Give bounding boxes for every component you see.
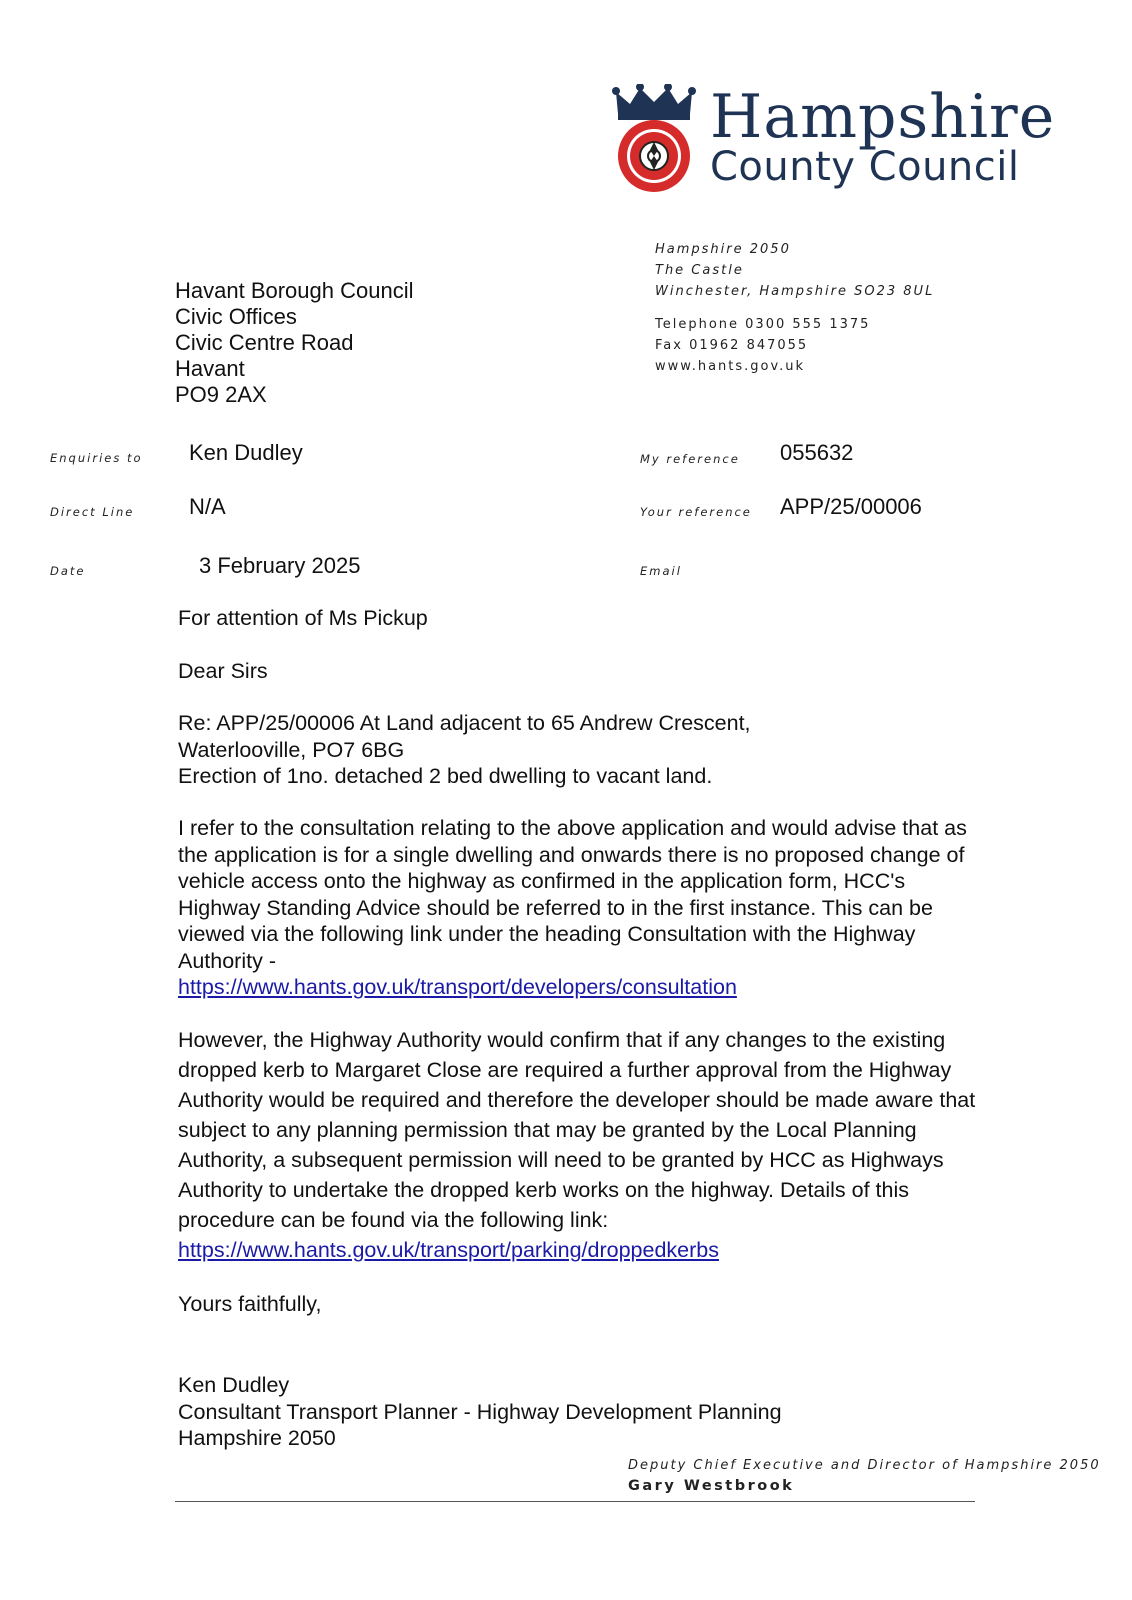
my-reference-value: 055632: [780, 440, 854, 465]
date-value: 3 February 2025: [199, 553, 361, 578]
email-label: Email: [640, 564, 682, 578]
recipient-address: [175, 278, 413, 408]
recipient-line1: Havant Borough Council: [175, 278, 414, 303]
my-reference-label: My reference: [640, 452, 740, 466]
logo-title: Hampshire: [710, 82, 1056, 152]
enquiries-label: Enquiries to: [50, 451, 143, 465]
recipient-line3: Civic Centre Road: [175, 330, 354, 355]
sender-contact: [655, 314, 870, 377]
closing: Yours faithfully,: [178, 1292, 322, 1316]
sender-website[interactable]: www.hants.gov.uk: [655, 359, 806, 374]
subject-line3: Erection of 1no. detached 2 bed dwelling to vacant land.: [178, 764, 713, 788]
recipient-line5: PO9 2AX: [175, 382, 267, 407]
subject-block: [178, 710, 978, 790]
consultation-link[interactable]: https://www.hants.gov.uk/transport/developers/consultation: [178, 975, 737, 999]
sender-address: [655, 239, 934, 302]
sender-address-line3: Winchester, Hampshire SO23 8UL: [655, 284, 935, 299]
paragraph-2-text: However, the Highway Authority would confirm that if any changes to the existing dropped kerb to Margaret Close are required a further approval from the Highway Authority would be required and therefore the developer should be made aware that subject to any planning permission that may be granted by the Local Planning Authority, a subsequent permission will need to be granted by HCC as Highways Authority to undertake the dropped kerb works on the highway. Details of this procedure can be found via the following link:: [178, 1028, 976, 1232]
sender-fax: Fax 01962 847055: [655, 338, 809, 353]
sender-address-line1: Hampshire 2050: [655, 242, 791, 257]
footer-divider: [175, 1501, 975, 1502]
recipient-line4: Havant: [175, 356, 245, 381]
paragraph-1: [178, 815, 978, 1001]
signature-name: Ken Dudley: [178, 1373, 290, 1397]
salutation: Dear Sirs: [178, 659, 268, 683]
paragraph-1-text: I refer to the consultation relating to the above application and would advise that as the application is for a single dwelling and onwards there is no proposed change of vehicle access onto the highway as confirmed in the application form, HCC's Highway Standing Advice should be referred to in the first instance. This can be viewed via the following link under the heading Consultation with the Highway Authority -: [178, 816, 967, 973]
direct-line-label: Direct Line: [50, 505, 135, 519]
signature-block: [178, 1372, 978, 1452]
crown-rose-emblem-icon: [606, 84, 702, 196]
footer-director-title: Deputy Chief Executive and Director of Hampshire 2050: [628, 1458, 1101, 1473]
recipient-line2: Civic Offices: [175, 304, 297, 329]
your-reference-label: Your reference: [640, 505, 752, 519]
sender-telephone: Telephone 0300 555 1375: [655, 317, 871, 332]
attention-line: For attention of Ms Pickup: [178, 606, 428, 630]
subject-line1: Re: APP/25/00006 At Land adjacent to 65 Andrew Crescent,: [178, 711, 751, 735]
dropped-kerbs-link[interactable]: https://www.hants.gov.uk/transport/parking/droppedkerbs: [178, 1238, 719, 1262]
your-reference-value: APP/25/00006: [780, 494, 922, 519]
date-label: Date: [50, 564, 86, 578]
subject-line2: Waterlooville, PO7 6BG: [178, 737, 405, 762]
sender-address-line2: The Castle: [655, 263, 744, 278]
footer-director-name: Gary Westbrook: [628, 1478, 795, 1494]
paragraph-2: [178, 1025, 978, 1265]
hampshire-county-council-logo: [606, 82, 1056, 204]
enquiries-value: Ken Dudley: [189, 440, 303, 465]
signature-department: Hampshire 2050: [178, 1426, 336, 1450]
signature-title: Consultant Transport Planner - Highway Development Planning: [178, 1399, 782, 1424]
direct-line-value: N/A: [189, 494, 226, 519]
logo-subtitle: County Council: [710, 144, 1020, 190]
